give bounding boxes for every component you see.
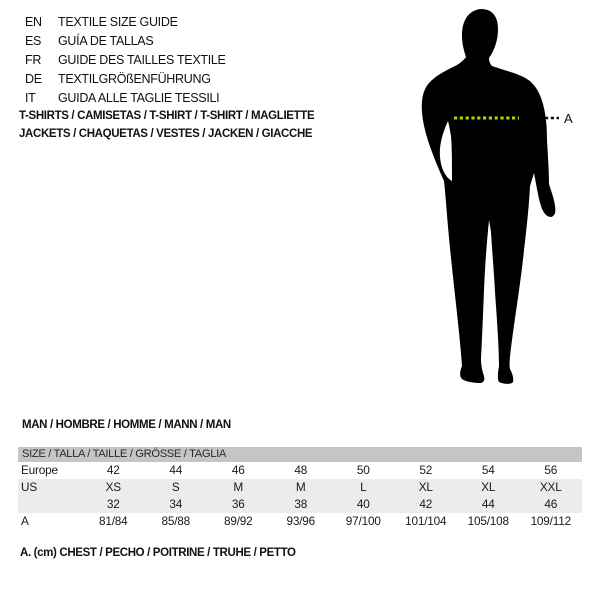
size-value-cell: 52 [419, 463, 433, 477]
language-code: FR [25, 53, 42, 67]
language-label: GUIDA ALLE TAGLIE TESSILI [58, 91, 220, 105]
size-value-cell: 89/92 [223, 514, 253, 528]
size-value-cell: 54 [481, 463, 495, 477]
language-code: ES [25, 34, 42, 48]
size-value-cell: 97/100 [345, 514, 381, 528]
language-row [25, 13, 226, 32]
size-value-cell: 93/96 [286, 514, 316, 528]
measurement-footnote: A. (cm) CHEST / PECHO / POITRINE / TRUHE / PETTO [20, 547, 296, 559]
language-label: GUÍA DE TALLAS [58, 34, 154, 48]
table-row [18, 496, 582, 513]
table-row [18, 462, 582, 479]
size-value-cell: 44 [481, 497, 495, 511]
language-row [25, 70, 226, 89]
size-value-cell: 40 [356, 497, 370, 511]
language-list [25, 13, 226, 108]
size-value-cell: M [295, 480, 306, 494]
language-row [25, 32, 226, 51]
row-label: US [21, 480, 37, 494]
size-table-header: SIZE / TALLA / TAILLE / GRÖSSE / TAGLIA [18, 447, 582, 462]
size-value-cell: 42 [106, 463, 120, 477]
category-line-jackets: JACKETS / CHAQUETAS / VESTES / JACKEN / GIACCHE [19, 127, 313, 140]
size-value-cell: XS [105, 480, 121, 494]
size-value-cell: M [233, 480, 244, 494]
language-code: EN [25, 15, 42, 29]
size-value-cell: XXL [539, 480, 562, 494]
man-silhouette-shape [422, 9, 556, 384]
size-value-cell: 42 [419, 497, 433, 511]
language-label: TEXTILE SIZE GUIDE [58, 15, 178, 29]
language-label: GUIDE DES TAILLES TEXTILE [58, 53, 226, 67]
language-row [25, 89, 226, 108]
size-value-cell: 32 [106, 497, 120, 511]
size-value-cell: XL [418, 480, 433, 494]
language-row [25, 51, 226, 70]
size-value-cell: 48 [294, 463, 308, 477]
table-row [18, 479, 582, 496]
table-row [18, 513, 582, 530]
size-value-cell: 50 [356, 463, 370, 477]
row-label: Europe [21, 463, 58, 477]
row-label [18, 496, 82, 513]
size-value-cell: 56 [544, 463, 558, 477]
language-code: DE [25, 72, 42, 86]
size-value-cell: XL [481, 480, 496, 494]
man-silhouette-svg [395, 0, 600, 400]
garment-categories [19, 108, 314, 143]
language-label: TEXTILGRÖßENFÜHRUNG [58, 72, 211, 86]
size-value-cell: 109/112 [530, 514, 571, 528]
section-title-man: MAN / HOMBRE / HOMME / MANN / MAN [22, 419, 231, 431]
size-table-rows [18, 462, 582, 530]
size-value-cell: 38 [294, 497, 308, 511]
man-silhouette-figure [395, 0, 600, 400]
size-value-cell: 44 [169, 463, 183, 477]
size-value-cell: 85/88 [161, 514, 191, 528]
size-value-cell: 36 [231, 497, 245, 511]
category-line-tshirts: T-SHIRTS / CAMISETAS / T-SHIRT / T-SHIRT / MAGLIETTE [19, 110, 315, 122]
size-value-cell: 105/108 [467, 514, 509, 528]
size-value-cell: 46 [231, 463, 245, 477]
measure-label-a: A [564, 111, 573, 126]
size-value-cell: L [360, 480, 367, 494]
row-label: A [21, 514, 29, 528]
size-value-cell: 46 [544, 497, 558, 511]
size-value-cell: 81/84 [98, 514, 128, 528]
size-value-cell: 34 [169, 497, 183, 511]
size-value-cell: 101/104 [405, 514, 447, 528]
size-table [18, 447, 582, 530]
language-code: IT [25, 91, 36, 105]
size-value-cell: S [171, 480, 180, 494]
